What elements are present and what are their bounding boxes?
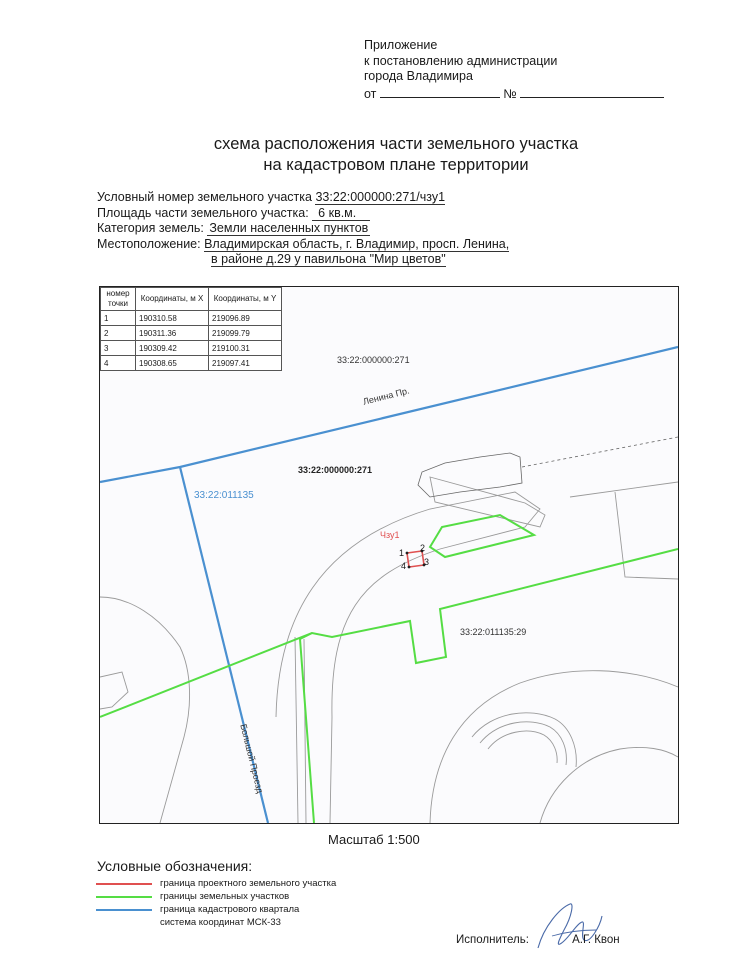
pavilion-outline xyxy=(430,477,545,527)
table-row xyxy=(101,356,282,371)
map-scale: Масштаб 1:500 xyxy=(328,832,420,847)
legend-label: система координат МСК-33 xyxy=(160,917,281,928)
label-lenina: Ленина Пр. xyxy=(362,385,411,407)
label-chzu1: Чзу1 xyxy=(380,530,400,540)
info-location-row2 xyxy=(97,252,509,268)
cadastral-map xyxy=(99,286,679,824)
appendix-line2: к постановлению администрации xyxy=(364,53,558,68)
info-location-label: Местоположение: xyxy=(97,236,201,251)
label-point-3: 3 xyxy=(424,557,430,567)
signature-icon xyxy=(530,896,610,956)
label-parcel-top: 33:22:000000:271 xyxy=(337,355,410,365)
chzu1-outline xyxy=(407,551,424,567)
header-point: номер точки xyxy=(101,288,136,311)
legend-swatch-blue xyxy=(96,909,152,911)
contour-road xyxy=(295,637,306,823)
table-row xyxy=(101,311,282,326)
appendix-line3: города Владимира xyxy=(364,69,473,83)
building-arc3 xyxy=(488,731,557,763)
legend-label: граница кадастрового квартала xyxy=(160,904,300,915)
cell-y: 219099.79 xyxy=(209,326,282,341)
legend-item-project xyxy=(96,877,336,890)
contour-left xyxy=(100,597,190,823)
contour-building xyxy=(540,747,678,823)
contour-right xyxy=(570,482,678,579)
label-parcel-center: 33:22:000000:271 xyxy=(298,465,373,475)
contour-left-small xyxy=(100,672,128,709)
table-row xyxy=(101,341,282,356)
appendix-date-line xyxy=(364,85,664,103)
info-location-line1: Владимирская область, г. Владимир, просп. Ленина, xyxy=(204,236,510,251)
fence-line xyxy=(522,437,678,467)
date-blank xyxy=(380,85,500,98)
quarter-boundaries xyxy=(100,347,678,823)
vertex-1 xyxy=(406,552,409,555)
info-category-value: Земли населенных пунктов xyxy=(209,221,369,235)
executor-label: Исполнитель: xyxy=(456,934,529,946)
title-line2: на кадастровом плане территории xyxy=(263,156,529,174)
pavilion-parcel xyxy=(430,515,534,557)
cell-point: 2 xyxy=(101,326,136,341)
fence-outline xyxy=(418,453,522,497)
label-bolshoy: Большой Проезд xyxy=(238,723,266,795)
legend-label: границы земельных участков xyxy=(160,891,290,902)
table-row xyxy=(101,326,282,341)
info-location-line2: в районе д.29 у павильона "Мир цветов" xyxy=(211,252,446,266)
label-point-4: 4 xyxy=(401,561,407,571)
info-number-label: Условный номер земельного участка xyxy=(97,190,312,204)
fence xyxy=(418,437,678,497)
executor-name: А.Г. Квон xyxy=(572,934,620,946)
appendix-block xyxy=(364,38,664,102)
table-header-row xyxy=(101,288,282,311)
coordinates-table xyxy=(100,287,282,371)
legend-item-crs xyxy=(96,916,336,929)
parcel-info xyxy=(97,190,509,268)
vertex-4 xyxy=(408,566,411,569)
cell-y: 219096.89 xyxy=(209,311,282,326)
header-y: Координаты, м Y xyxy=(209,288,282,311)
cell-x: 190311.36 xyxy=(136,326,209,341)
label-parcel-29: 33:22:011135:29 xyxy=(460,627,527,637)
number-label: № xyxy=(503,86,517,101)
info-location-row xyxy=(97,237,509,253)
cell-point: 4 xyxy=(101,356,136,371)
info-area-value: 6 кв.м. xyxy=(312,206,370,221)
legend-swatch-red xyxy=(96,883,152,885)
map-contours xyxy=(100,477,678,823)
parcel-boundaries xyxy=(100,515,678,823)
document-title xyxy=(0,134,742,176)
legend-label: граница проектного земельного участка xyxy=(160,878,337,889)
cell-point: 3 xyxy=(101,341,136,356)
info-number-value: 33:22:000000:271/чзу1 xyxy=(315,190,446,204)
appendix-line1: Приложение xyxy=(364,38,438,52)
label-point-1: 1 xyxy=(399,548,405,558)
header-x: Координаты, м X xyxy=(136,288,209,311)
contour-square xyxy=(276,492,540,823)
project-parcel xyxy=(407,551,424,567)
info-number-row xyxy=(97,190,509,206)
legend xyxy=(96,877,336,929)
cell-x: 190308.65 xyxy=(136,356,209,371)
label-point-2: 2 xyxy=(420,543,426,553)
cell-y: 219100.31 xyxy=(209,341,282,356)
road-parcel-boundary xyxy=(300,633,314,823)
cell-y: 219097.41 xyxy=(209,356,282,371)
building-arc1 xyxy=(472,713,576,767)
info-category-row xyxy=(97,221,509,237)
legend-item-parcels xyxy=(96,890,336,903)
legend-title: Условные обозначения: xyxy=(97,858,253,874)
legend-item-quarter xyxy=(96,903,336,916)
cell-point: 1 xyxy=(101,311,136,326)
info-category-label: Категория земель: xyxy=(97,221,204,235)
cell-x: 190310.58 xyxy=(136,311,209,326)
cell-x: 190309.42 xyxy=(136,341,209,356)
executor xyxy=(456,934,620,946)
label-quarter: 33:22:011135 xyxy=(194,490,254,501)
legend-swatch-green xyxy=(96,896,152,898)
from-label: от xyxy=(364,86,377,101)
info-area-row xyxy=(97,206,509,222)
title-line1: схема расположения части земельного участка xyxy=(213,135,579,153)
parcel-29-boundary xyxy=(100,549,678,717)
info-area-label: Площадь части земельного участка: xyxy=(97,205,309,220)
number-blank xyxy=(520,85,664,98)
